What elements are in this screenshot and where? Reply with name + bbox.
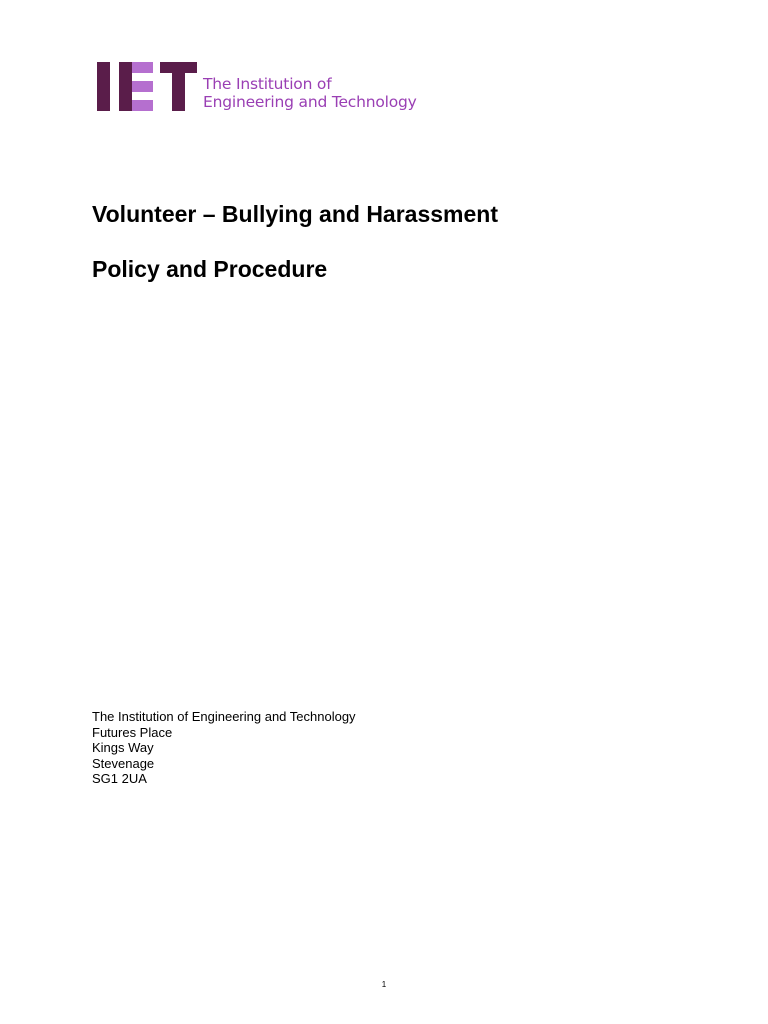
address-building: Futures Place — [92, 724, 173, 740]
address-town: Stevenage — [92, 755, 155, 771]
document-title-line-1: Volunteer – Bullying and Harassment — [92, 201, 499, 227]
iet-logo — [97, 62, 427, 112]
iet-logo-icon — [97, 62, 197, 111]
document-title-line-2: Policy and Procedure — [92, 256, 328, 282]
logo-wordmark-line-1: The Institution of — [203, 75, 332, 93]
postal-address — [92, 709, 356, 787]
logo-wordmark-line-2: Engineering and Technology — [203, 93, 417, 111]
address-street: Kings Way — [92, 740, 154, 756]
address-postcode: SG1 2UA — [92, 771, 147, 787]
logo-wordmark — [203, 75, 417, 111]
address-organisation: The Institution of Engineering and Technology — [92, 709, 356, 724]
page-number: 1 — [381, 980, 387, 989]
